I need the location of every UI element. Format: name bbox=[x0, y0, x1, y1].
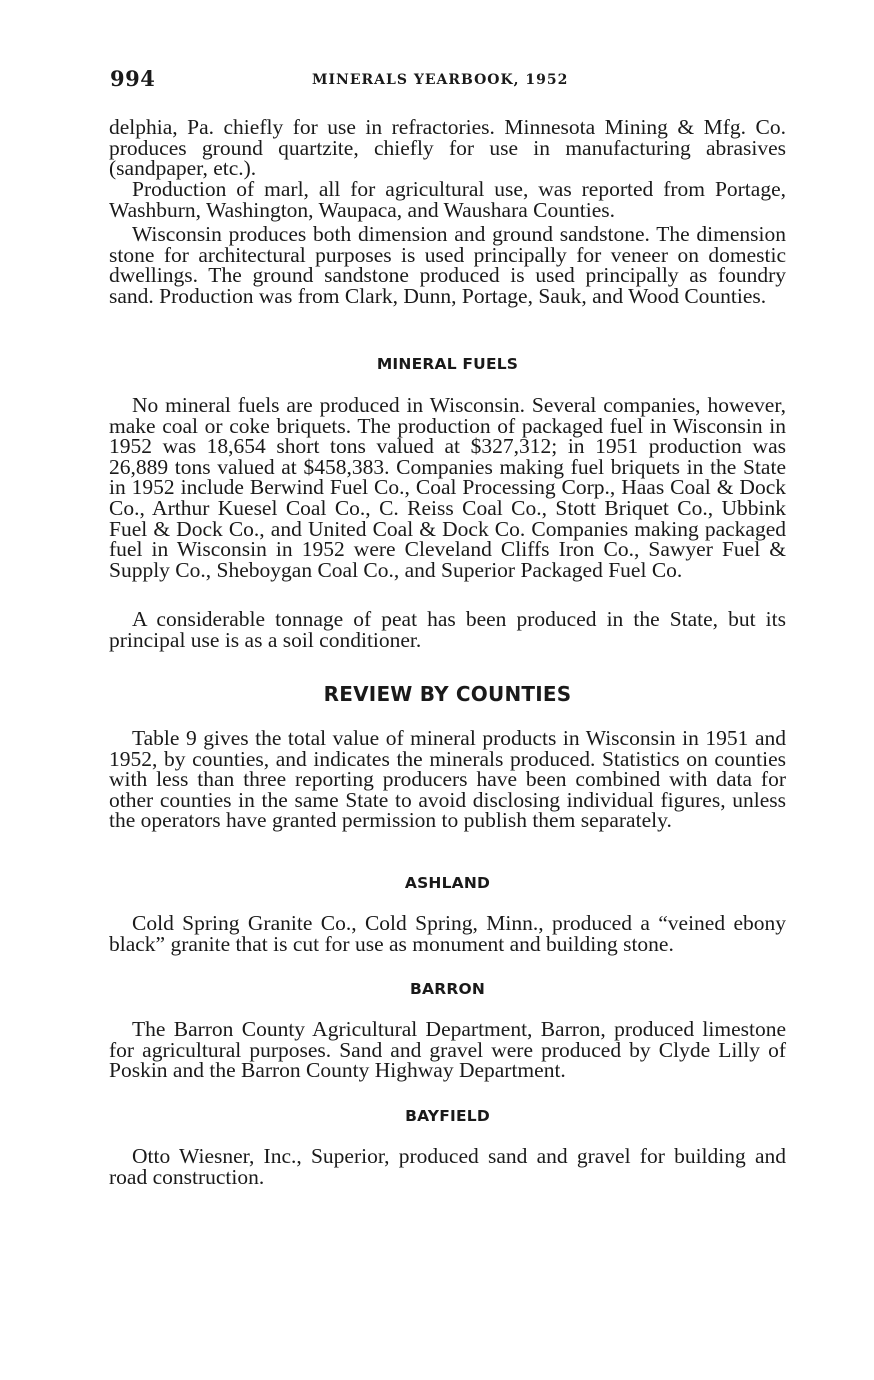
heading-mineral-fuels: MINERAL FUELS bbox=[376, 355, 519, 373]
paragraph-peat: A considerable tonnage of peat has been produced in the State, but its principal use is as a soil conditioner. bbox=[109, 607, 786, 652]
running-title: MINERALS YEARBOOK, 1952 bbox=[312, 72, 569, 88]
page-number: 994 bbox=[110, 66, 156, 91]
paragraph-mineral-fuels: No mineral fuels are produced in Wisconsin. Several companies, however, make coal or coke briquets. The production of packaged fuel in Wisconsin in 1952 was 18,654 short tons valued at $327,312; in 1951 production was 26,889 tons valued at $458,383. Companies making fuel briquets in the State in 1952 include Berwind Fuel Co., Coal Processing Corp., Haas Coal & Dock Co., Arthur Kuesel Coal Co., C. Reiss Coal Co., Stott Briquet Co., Ubbink Fuel & Dock Co., and United Coal & Dock Co. Companies making packaged fuel in Wisconsin in 1952 were Cleveland Cliffs Iron Co., Sawyer Fuel & Supply Co., Sheboygan Coal Co., and Superior Packaged Fuel Co. bbox=[109, 393, 786, 582]
paragraph-barron: The Barron County Agricultural Department, Barron, produced limestone for agricultural purposes. Sand and gravel were produced by Clyde Lilly of Poskin and the Barron County Highway Department. bbox=[109, 1017, 786, 1083]
heading-ashland: ASHLAND bbox=[404, 874, 491, 892]
paragraph-bayfield: Otto Wiesner, Inc., Superior, produced sand and gravel for building and road construction. bbox=[109, 1144, 786, 1189]
heading-barron: BARRON bbox=[409, 980, 486, 998]
heading-review-by-counties: REVIEW BY COUNTIES bbox=[323, 682, 572, 706]
paragraph-ashland: Cold Spring Granite Co., Cold Spring, Minn., produced a “veined ebony black” granite that is cut for use as monument and building stone. bbox=[109, 911, 786, 956]
paragraph-refractories: delphia, Pa. chiefly for use in refractories. Minnesota Mining & Mfg. Co. produces ground quartzite, chiefly for use in manufacturing abrasives (sandpaper, etc.). bbox=[109, 115, 786, 181]
heading-bayfield: BAYFIELD bbox=[405, 1107, 490, 1125]
paragraph-review-intro: Table 9 gives the total value of mineral products in Wisconsin in 1951 and 1952, by counties, and indicates the minerals produced. Statistics on counties with less than three reporting producers have been combined with data for other counties in the same State to avoid disclosing individual figures, unless the operators have granted permission to publish them separately. bbox=[109, 726, 786, 833]
running-header bbox=[110, 66, 786, 96]
paragraph-sandstone: Wisconsin produces both dimension and ground sandstone. The dimension stone for architectural purposes is used principally for veneer on domestic dwellings. The ground sandstone produced is used principally as foundry sand. Production was from Clark, Dunn, Portage, Sauk, and Wood Counties. bbox=[109, 222, 786, 308]
paragraph-marl: Production of marl, all for agricultural use, was reported from Portage, Washburn, Washington, Waupaca, and Waushara Counties. bbox=[109, 177, 786, 222]
